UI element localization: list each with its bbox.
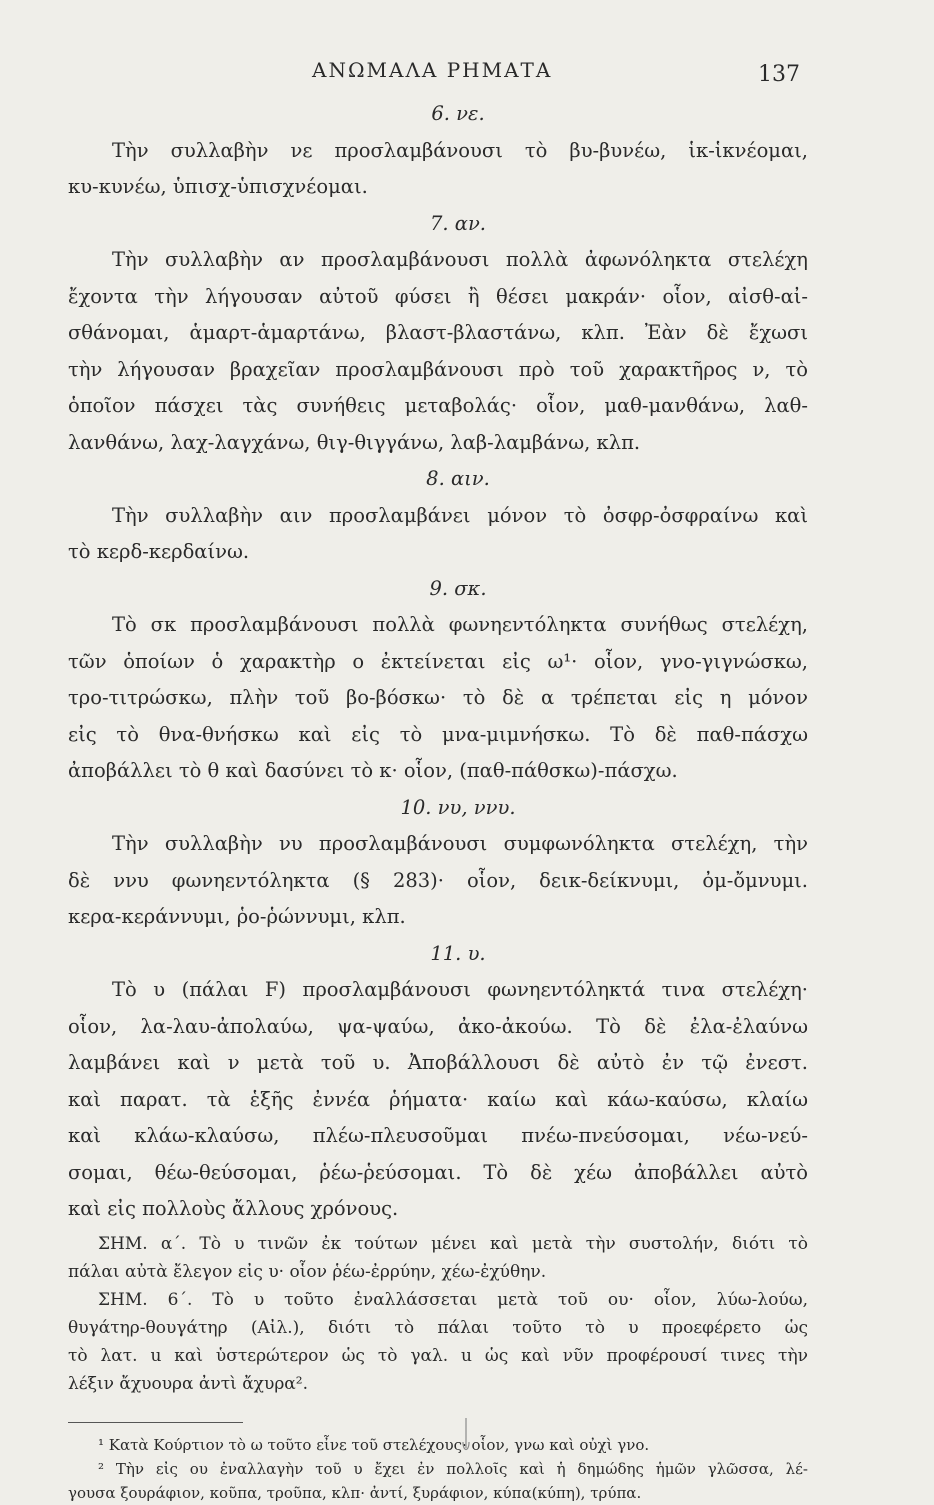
remark-line: τὸ λατ. u καὶ ὑστερώτερον ὡς τὸ γαλ. u ὡς καὶ νῦν προφέρουσί τινες τὴν <box>68 1345 808 1366</box>
text-line: κερα-κεράννυμι, ῥο-ῥώννυμι, κλπ. <box>68 905 406 928</box>
footnote-rule <box>68 1422 243 1423</box>
running-title: ΑΝΩΜΑΛΑ ΡΗΜΑΤΑ <box>312 58 553 82</box>
text-line: σθάνομαι, ἁμαρτ-ἁμαρτάνω, βλαστ-βλαστάνω, κλπ. Ἐὰν δὲ ἔχωσι <box>68 321 808 344</box>
text-line: κυ-κυνέω, ὑπισχ-ὑπισχνέομαι. <box>68 175 368 198</box>
section-heading: 6. νε. <box>431 102 485 125</box>
section-heading: 11. υ. <box>430 941 486 965</box>
text-line: ἔχοντα τὴν λήγουσαν αὐτοῦ φύσει ἢ θέσει μακράν· οἷον, αἰσθ-αἰ- <box>68 284 808 308</box>
text-line: Τὸ σκ προσλαμβάνουσι πολλὰ φωνηεντόληκτα συνήθως στελέχη, <box>112 613 808 636</box>
section-heading: 8. αιν. <box>426 467 490 490</box>
text-line: δὲ ννυ φωνηεντόληκτα (§ 283)· οἷον, δεικ-δείκνυμι, ὀμ-ὄμνυμι. <box>68 868 808 892</box>
remark-line: λέξιν ἄχυουρα ἀντὶ ἄχυρα². <box>68 1373 309 1394</box>
footnote-line: γουσα ξουράφιον, κοῦπα, τροῦπα, κλπ· ἀντί, ξυράφιον, κύπα(κύπη), τρύπα. <box>68 1483 642 1502</box>
text-line: ἀποβάλλει τὸ θ καὶ δασύνει τὸ κ· οἷον, (παθ-πάθσκω)-πάσχω. <box>68 759 678 782</box>
remark-line: πάλαι αὐτὰ ἔλεγον εἰς υ· οἷον ῥέω-ἐρρύην, χέω-ἐχύθην. <box>68 1261 547 1282</box>
page-header <box>0 58 934 88</box>
text-line: οἷον, λα-λαυ-ἀπολαύω, ψα-ψαύω, ἀκο-ἀκούω. Τὸ δὲ ἐλα-ἐλαύνω <box>68 1014 808 1038</box>
page-number: 137 <box>758 62 800 87</box>
text-line: Τὴν συλλαβὴν αν προσλαμβάνουσι πολλὰ ἀφωνόληκτα στελέχη <box>112 248 808 271</box>
text-line: σομαι, θέω-θεύσομαι, ῥέω-ῥεύσομαι. Τὸ δὲ χέω ἀποβάλλει αὐτὸ <box>68 1160 808 1184</box>
footnote-line: ¹ Κατὰ Κούρτιον τὸ ω τοῦτο εἶνε τοῦ στελέχους· οἷον, γνω καὶ οὐχὶ γνο. <box>98 1435 650 1454</box>
remark-line: ΣΗΜ. 6΄. Τὸ υ τοῦτο ἐναλλάσσεται μετὰ τοῦ ου· οἷον, λύω-λούω, <box>98 1289 808 1310</box>
section-heading: 10. νυ, ννυ. <box>400 795 516 819</box>
text-line: ὁποῖον πάσχει τὰς συνήθεις μεταβολάς· οἷον, μαθ-μανθάνω, λαθ- <box>68 394 808 417</box>
text-line: τὴν λήγουσαν βραχεῖαν προσλαμβάνουσι πρὸ τοῦ χαρακτῆρος ν, τὸ <box>68 357 808 381</box>
remarks <box>68 1230 808 1398</box>
page-body <box>68 96 808 1505</box>
text-line: Τὴν συλλαβὴν νε προσλαμβάνουσι τὸ βυ-βυνέω, ἱκ-ἱκνέομαι, <box>112 138 808 162</box>
text-line: καὶ κλάω-κλαύσω, πλέω-πλευσοῦμαι πνέω-πνεύσομαι, νέω-νεύ- <box>68 1124 808 1147</box>
text-line: τὸ κερδ-κερδαίνω. <box>68 540 250 563</box>
text-line: τρο-τιτρώσκω, πλὴν τοῦ βο-βόσκω· τὸ δὲ α τρέπεται εἰς η μόνον <box>68 686 808 709</box>
remark-line: ΣΗΜ. α΄. Τὸ υ τινῶν ἐκ τούτων μένει καὶ μετὰ τὴν συστολήν, διότι τὸ <box>98 1233 808 1254</box>
text-line: Τὴν συλλαβὴν αιν προσλαμβάνει μόνον τὸ ὀσφρ-ὀσφραίνω καὶ <box>112 503 808 527</box>
section-heading: 7. αν. <box>429 211 487 235</box>
text-line: λαμβάνει καὶ ν μετὰ τοῦ υ. Ἀποβάλλουσι δὲ αὐτὸ ἐν τῷ ἐνεστ. <box>68 1051 808 1074</box>
text-line: Τὸ υ (πάλαι F) προσλαμβάνουσι φωνηεντόληκτά τινα στελέχη· <box>112 978 808 1001</box>
binding-mark-icon <box>462 1418 470 1456</box>
text-line: εἰς τὸ θνα-θνήσκω καὶ εἰς τὸ μνα-μιμνήσκω. Τὸ δὲ παθ-πάσχω <box>68 722 808 746</box>
remark-line: θυγάτηρ-θουγάτηρ (Αἰλ.), διότι τὸ πάλαι τοῦτο τὸ υ προεφέρετο ὡς <box>68 1317 808 1338</box>
text-line: λανθάνω, λαχ-λαγχάνω, θιγ-θιγγάνω, λαβ-λαμβάνω, κλπ. <box>68 430 641 454</box>
text-line: τῶν ὁποίων ὁ χαρακτὴρ ο ἐκτείνεται εἰς ω¹· οἷον, γνο-γιγνώσκω, <box>68 649 808 673</box>
footnotes <box>68 1433 808 1505</box>
text-line: καὶ παρατ. τὰ ἑξῆς ἐννέα ῥήματα· καίω καὶ κάω-καύσω, κλαίω <box>68 1087 808 1111</box>
text-line: καὶ εἰς πολλοὺς ἄλλους χρόνους. <box>68 1197 399 1220</box>
section-heading: 9. σκ. <box>429 576 487 600</box>
footnote-line: ² Τὴν εἰς ου ἐναλλαγὴν τοῦ υ ἔχει ἐν πολλοῖς καὶ ἡ δημώδης ἡμῶν γλῶσσα, λέ- <box>98 1459 808 1478</box>
text-line: Τὴν συλλαβὴν νυ προσλαμβάνουσι συμφωνόληκτα στελέχη, τὴν <box>112 832 808 855</box>
